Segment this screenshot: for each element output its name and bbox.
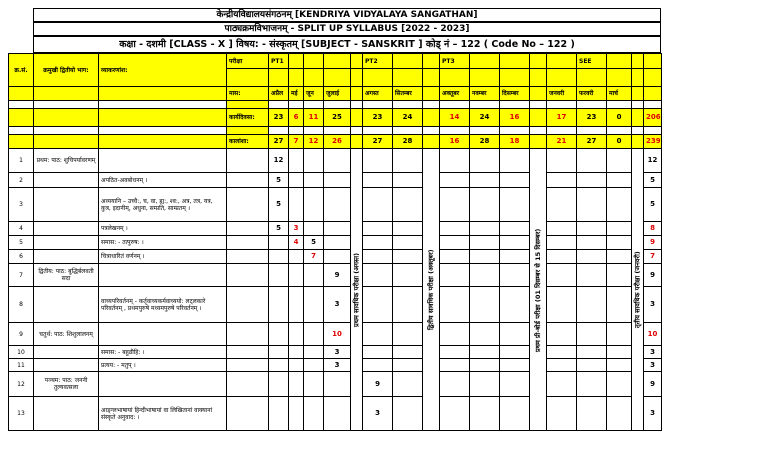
- months-row: [9, 87, 662, 101]
- table-row: 10 समास: - बहुव्रीहि: । 3 3: [9, 346, 662, 359]
- month-jun: जून: [304, 87, 324, 101]
- table-row: 9 चतुर्थ: पाठ: शिशुलालनम् 10 10: [9, 323, 662, 346]
- header-row: [9, 54, 662, 69]
- month-apr: अप्रैल: [269, 87, 289, 101]
- workdays-jun: 11: [304, 109, 324, 127]
- periods-jul: 26: [324, 135, 351, 149]
- preboard-exam: प्रथम प्री-बोर्ड परीक्षा (01 दिसम्बर से 15 दिसम्बर): [530, 149, 547, 431]
- table-row: 7 द्वितीय: पाठ: बुद्धिर्बलवती सदा 9 9: [9, 264, 662, 287]
- periods-nov: 28: [470, 135, 500, 149]
- month-aug: अगस्त: [363, 87, 393, 101]
- periods-aug: 27: [363, 135, 393, 149]
- periods-jun: 12: [304, 135, 324, 149]
- workdays-feb: 23: [577, 109, 607, 127]
- month-sep: सितम्बर: [393, 87, 423, 101]
- class-subject-title: कक्षा - दशमी [CLASS - X ] विषय: - संस्कृतम् [SUBJECT - SANSKRIT ] कोड् नं – 122 ( Code No – 122 ): [33, 36, 661, 53]
- second-periodic-exam: द्वितीय सावधिक परीक्षा (अक्तूबर): [423, 149, 440, 431]
- table-row: 6 चित्राधारितं वर्णनम् । 7 7: [9, 250, 662, 264]
- periods-label: कालांशा:: [227, 135, 269, 149]
- workdays-label: कार्यदिवसा:: [227, 109, 269, 127]
- periods-may: 7: [289, 135, 304, 149]
- see-header: SEE: [577, 54, 607, 69]
- table-row: 4 पत्रलेखनम् । 5 3 8: [9, 222, 662, 236]
- syllabus-table: [8, 53, 662, 431]
- grammar-header: व्याकरणांश:: [99, 54, 227, 87]
- month-mar: मार्च: [607, 87, 632, 101]
- table-row: 12 पञ्चम: पाठ: जननी तुल्यवत्सला 9 9: [9, 372, 662, 397]
- workdays-total: 206: [644, 109, 662, 127]
- table-row: 1 प्रथम: पाठ: शुचिपर्यावरणम् 12 प्रथम सावधिक परीक्षा (अगस्त) द्वितीय सावधिक परीक्षा (अक्तूबर) प्रथम प्री-बोर्ड परीक्षा (01 दिसम्बर से 15 दिसम्बर) तृतीय सावधिक परीक्षा (जनवरी) 12: [9, 149, 662, 173]
- periods-feb: 27: [577, 135, 607, 149]
- table-row: 2 अपठित-अवबोधनम् । 5 5: [9, 173, 662, 188]
- pt3-header: PT3: [440, 54, 470, 69]
- pt2-header: PT2: [363, 54, 393, 69]
- sno-header: क्र.सं.: [9, 54, 34, 87]
- periods-row: [9, 135, 662, 149]
- chapter-header: क्रमुखी द्वितीयो भाग:: [34, 54, 99, 87]
- table-row: 8 वाच्यपरिवर्तनम् - कर्तृवाच्यकर्मवाच्ययो: लट्लकारे परिवर्तनम् , प्रथमपुरुषे मध्यमपुरुषे परिवर्तनम् । 3 3: [9, 287, 662, 323]
- table-row: 5 समास: - तत्पुरुष: । 4 5 9: [9, 236, 662, 250]
- org-title: केन्द्रीयविद्यालयसंगठनम् [KENDRIYA VIDYALAYA SANGATHAN]: [33, 8, 661, 22]
- month-dec: दिसम्बर: [500, 87, 530, 101]
- workdays-may: 6: [289, 109, 304, 127]
- periods-jan: 21: [547, 135, 577, 149]
- first-periodic-exam: प्रथम सावधिक परीक्षा (अगस्त): [351, 149, 363, 431]
- third-periodic-exam: तृतीय सावधिक परीक्षा (जनवरी): [632, 149, 644, 431]
- month-oct: अक्तूबर: [440, 87, 470, 101]
- workdays-mar: 0: [607, 109, 632, 127]
- table-row: 3 अव्ययानि – उच्चै:, च, वा, ह्य:, श्व:, अत्र, तत्र, यत्र, कुत्र, इदानीम्, अधुना, सम्प्रति, साम्प्रतम् । 5 5: [9, 188, 662, 222]
- month-jul: जुलाई: [324, 87, 351, 101]
- month-feb: फरवरी: [577, 87, 607, 101]
- month-nov: नवम्बर: [470, 87, 500, 101]
- periods-sep: 28: [393, 135, 423, 149]
- workdays-jan: 17: [547, 109, 577, 127]
- syllabus-title: पाठ्यक्रमविभाजनम् - SPLIT UP SYLLABUS [2022 - 2023]: [33, 22, 661, 36]
- workdays-nov: 24: [470, 109, 500, 127]
- workdays-jul: 25: [324, 109, 351, 127]
- pt1-header: PT1: [269, 54, 289, 69]
- periods-apr: 27: [269, 135, 289, 149]
- workdays-sep: 24: [393, 109, 423, 127]
- periods-mar: 0: [607, 135, 632, 149]
- periods-total: 239: [644, 135, 662, 149]
- month-may: मई: [289, 87, 304, 101]
- workdays-oct: 14: [440, 109, 470, 127]
- workdays-apr: 23: [269, 109, 289, 127]
- workdays-dec: 16: [500, 109, 530, 127]
- periods-oct: 16: [440, 135, 470, 149]
- table-row: 11 प्रत्यय: - मतुप् । 3 3: [9, 359, 662, 372]
- table-row: 13 आङ्ग्लभाषायां हिन्दीभाषायां वा लिखितानां वाक्यानां संस्कृते अनुवाद: । 3 3: [9, 397, 662, 431]
- periods-dec: 18: [500, 135, 530, 149]
- workdays-aug: 23: [363, 109, 393, 127]
- month-jan: जनवरी: [547, 87, 577, 101]
- workdays-row: [9, 109, 662, 127]
- months-label: मास:: [227, 87, 269, 101]
- pariksha-header: परीक्षा: [227, 54, 269, 69]
